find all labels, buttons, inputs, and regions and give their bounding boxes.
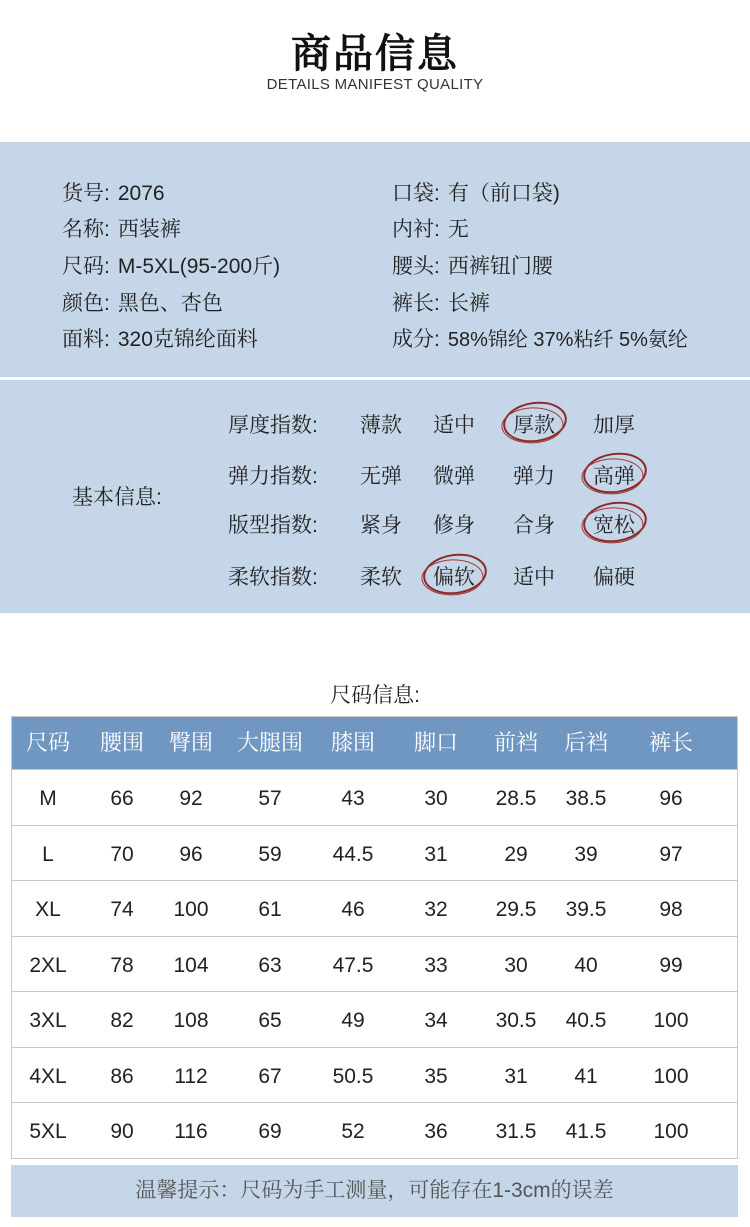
table-cell: 31.5 bbox=[495, 1120, 537, 1143]
table-cell: 49 bbox=[341, 1009, 365, 1032]
spec-value: 320克锦纶面料 bbox=[117, 328, 258, 351]
table-cell: 104 bbox=[173, 953, 209, 977]
table-cell: 100 bbox=[653, 1009, 689, 1032]
table-cell: 32 bbox=[424, 898, 448, 921]
table-cell: 28.5 bbox=[495, 787, 537, 810]
thickness-index-label: 厚度指数: bbox=[228, 414, 318, 437]
table-cell: 47.5 bbox=[332, 953, 374, 977]
table-cell: 92 bbox=[179, 787, 203, 810]
table-cell: 46 bbox=[341, 898, 365, 921]
index-option: 合身 bbox=[513, 514, 555, 537]
column-header: 臀围 bbox=[168, 730, 213, 755]
table-row bbox=[12, 825, 737, 881]
spec-key: 成分: bbox=[392, 328, 440, 351]
table-cell: 100 bbox=[653, 1120, 689, 1143]
index-option: 薄款 bbox=[360, 414, 402, 437]
table-cell: 96 bbox=[659, 787, 683, 810]
spec-key: 内衬: bbox=[392, 218, 440, 241]
table-cell: 35 bbox=[424, 1064, 448, 1088]
spec-item bbox=[62, 213, 181, 243]
table-cell: 82 bbox=[110, 1009, 134, 1032]
spec-value: 西装裤 bbox=[117, 218, 181, 241]
column-header: 脚口 bbox=[413, 730, 458, 755]
fit-index-label: 版型指数: bbox=[228, 514, 318, 537]
basic-info-title: 基本信息: bbox=[72, 486, 162, 509]
table-cell: 29 bbox=[504, 842, 528, 866]
spec-value: 长裤 bbox=[447, 292, 490, 315]
table-row bbox=[12, 880, 737, 936]
page-subtitle: DETAILS MANIFEST QUALITY bbox=[266, 76, 484, 93]
table-cell: L bbox=[42, 842, 54, 866]
spec-key: 腰头: bbox=[392, 255, 440, 278]
index-option: 紧身 bbox=[360, 514, 402, 537]
table-cell: 69 bbox=[258, 1120, 282, 1143]
table-cell: 100 bbox=[173, 898, 209, 921]
table-cell: 41.5 bbox=[565, 1120, 607, 1143]
spec-key: 面料: bbox=[62, 328, 110, 351]
softness-index-label: 柔软指数: bbox=[228, 566, 318, 589]
table-cell: 112 bbox=[174, 1064, 208, 1088]
table-cell: 30.5 bbox=[495, 1009, 537, 1032]
spec-key: 口袋: bbox=[392, 182, 440, 205]
selected-circle-mark bbox=[581, 498, 650, 547]
selected-circle-mark bbox=[501, 398, 570, 447]
spec-item bbox=[392, 250, 553, 280]
column-header: 大腿围 bbox=[236, 730, 303, 755]
table-cell: 3XL bbox=[29, 1009, 67, 1032]
spec-key: 颜色: bbox=[62, 292, 110, 315]
table-cell: 116 bbox=[174, 1120, 208, 1143]
index-option: 适中 bbox=[433, 414, 475, 437]
header bbox=[0, 0, 750, 142]
column-header: 后裆 bbox=[563, 730, 608, 755]
table-cell: 29.5 bbox=[495, 898, 537, 921]
spec-item bbox=[392, 213, 469, 243]
table-cell: 70 bbox=[110, 842, 134, 866]
table-cell: 39 bbox=[574, 842, 598, 866]
column-header: 膝围 bbox=[330, 730, 375, 755]
table-cell: 31 bbox=[504, 1064, 528, 1088]
index-option-selected: 高弹 bbox=[593, 465, 635, 488]
spec-item bbox=[62, 287, 223, 317]
table-cell: 36 bbox=[424, 1120, 448, 1143]
spec-value: 有（前口袋) bbox=[447, 182, 560, 205]
column-header: 裤长 bbox=[648, 730, 693, 755]
index-option-selected: 宽松 bbox=[593, 514, 635, 537]
table-cell: 5XL bbox=[29, 1120, 67, 1143]
spec-panel bbox=[0, 142, 750, 377]
measurement-tip: 温馨提示：尺码为手工测量，可能存在1-3cm的误差 bbox=[11, 1165, 738, 1217]
spec-value: M-5XL(95-200斤) bbox=[117, 255, 281, 278]
table-cell: 78 bbox=[110, 953, 134, 977]
table-cell: 90 bbox=[110, 1120, 134, 1143]
spec-key: 名称: bbox=[62, 218, 110, 241]
table-cell: 65 bbox=[258, 1009, 282, 1032]
spec-item bbox=[62, 250, 280, 280]
index-option: 柔软 bbox=[360, 566, 402, 589]
table-row bbox=[12, 1102, 737, 1158]
index-option: 偏硬 bbox=[593, 566, 635, 589]
table-cell: 33 bbox=[424, 953, 448, 977]
column-header: 前裆 bbox=[493, 730, 538, 755]
index-option: 修身 bbox=[433, 514, 475, 537]
table-cell: 100 bbox=[653, 1064, 689, 1088]
table-cell: 97 bbox=[659, 842, 683, 866]
elasticity-index-label: 弹力指数: bbox=[228, 465, 318, 488]
index-option: 无弹 bbox=[360, 465, 402, 488]
size-table bbox=[11, 716, 738, 1159]
table-cell: 39.5 bbox=[565, 898, 607, 921]
table-row bbox=[12, 1047, 737, 1103]
table-cell: XL bbox=[35, 898, 61, 921]
selected-circle-mark bbox=[581, 449, 650, 498]
table-cell: 40.5 bbox=[565, 1009, 607, 1032]
index-option: 弹力 bbox=[513, 465, 555, 488]
table-cell: 61 bbox=[258, 898, 282, 921]
page-title: 商品信息 bbox=[291, 30, 459, 77]
table-row bbox=[12, 991, 737, 1047]
spec-value: 西裤钮门腰 bbox=[447, 255, 553, 278]
spec-item bbox=[392, 323, 688, 353]
spec-value: 58%锦纶 37%粘纤 5%氨纶 bbox=[447, 329, 688, 351]
table-cell: 63 bbox=[258, 953, 282, 977]
table-row bbox=[12, 936, 737, 992]
index-option-selected: 厚款 bbox=[513, 414, 555, 437]
spec-item bbox=[392, 287, 490, 317]
table-cell: 41 bbox=[574, 1064, 598, 1088]
table-row bbox=[12, 769, 737, 825]
spec-key: 裤长: bbox=[392, 292, 440, 315]
table-cell: 96 bbox=[179, 842, 203, 866]
column-header: 尺码 bbox=[25, 730, 70, 755]
selected-circle-mark bbox=[421, 550, 490, 599]
table-cell: 30 bbox=[504, 953, 528, 977]
table-cell: 43 bbox=[341, 787, 365, 810]
table-cell: 74 bbox=[110, 898, 134, 921]
table-cell: 31 bbox=[424, 842, 448, 866]
table-cell: 108 bbox=[173, 1009, 209, 1032]
table-cell: 2XL bbox=[29, 953, 67, 977]
spec-value: 2076 bbox=[117, 182, 165, 205]
index-option: 适中 bbox=[513, 566, 555, 589]
table-cell: 86 bbox=[110, 1064, 134, 1088]
spec-value: 无 bbox=[447, 218, 469, 241]
table-cell: 67 bbox=[258, 1064, 282, 1088]
index-option: 加厚 bbox=[593, 414, 635, 437]
table-cell: 66 bbox=[110, 787, 134, 810]
table-body bbox=[12, 769, 737, 1158]
table-cell: 57 bbox=[258, 787, 282, 810]
spec-key: 货号: bbox=[62, 182, 110, 205]
table-cell: 4XL bbox=[29, 1064, 67, 1088]
table-cell: 98 bbox=[659, 898, 683, 921]
table-cell: 34 bbox=[424, 1009, 448, 1032]
table-cell: M bbox=[39, 787, 57, 810]
size-table-title: 尺码信息: bbox=[330, 684, 420, 707]
basic-info-panel bbox=[0, 380, 750, 613]
spec-value: 黑色、杏色 bbox=[117, 292, 223, 315]
spec-item bbox=[392, 177, 560, 207]
spec-item bbox=[62, 177, 165, 207]
spec-key: 尺码: bbox=[62, 255, 110, 278]
table-cell: 38.5 bbox=[565, 787, 607, 810]
table-cell: 50.5 bbox=[332, 1064, 374, 1088]
table-cell: 59 bbox=[258, 842, 282, 866]
spec-item bbox=[62, 323, 258, 353]
table-cell: 44.5 bbox=[332, 842, 374, 866]
table-cell: 40 bbox=[574, 953, 598, 977]
table-cell: 30 bbox=[424, 787, 448, 810]
table-cell: 52 bbox=[341, 1120, 365, 1143]
index-option: 微弹 bbox=[433, 465, 475, 488]
index-option-selected: 偏软 bbox=[433, 566, 475, 589]
table-cell: 99 bbox=[659, 953, 683, 977]
table-header bbox=[12, 717, 737, 769]
column-header: 腰围 bbox=[99, 730, 144, 755]
